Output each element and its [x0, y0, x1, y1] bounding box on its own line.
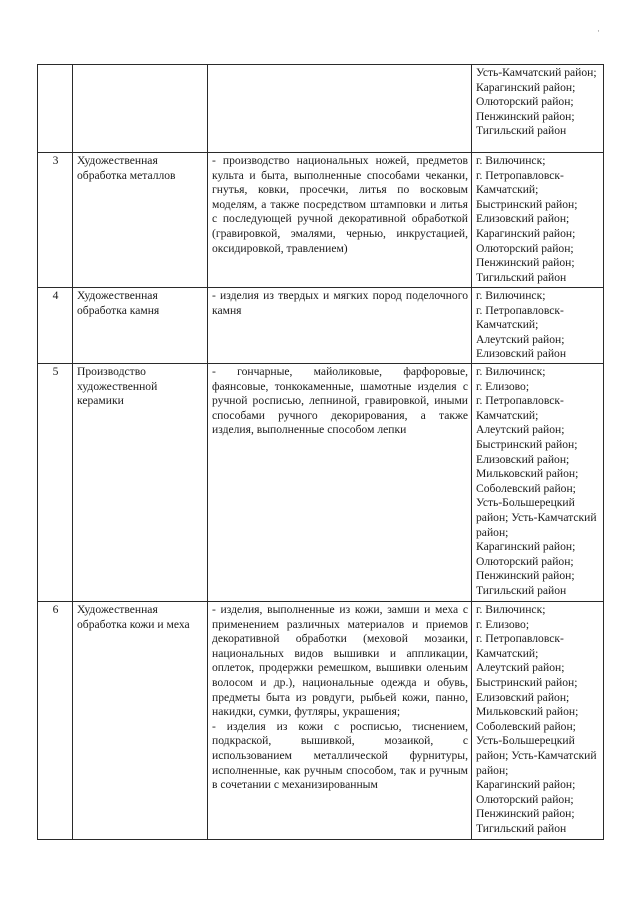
territory-list — [472, 363, 604, 601]
craft-description: - гончарные, майоликовые, фарфоровые, фаянсовые, тонкокаменные, шамотные изделия с ручной росписью, лепниной, гравировкой, иными способами ручного декорирования, а также изделия, выполненные способом лепки — [208, 363, 472, 601]
craft-description: - изделия, выполненные из кожи, замши и меха с применением различных материалов и приемов декоративной обработки (меховой мозаики, национальных видов вышивки и аппликации, оплеток, продержки ремешком, вышивки оленьим волосом и др.), национальные одежда и обувь, предметы быта из ровдуги, рыбьей кожи, панно, накидки, сумки, футляры, украшения; - изделия из кожи с росписью, тиснением, подкраской, вышивкой, мозаикой, с использованием металлической фурнитуры, исполненные, как ручным способом, так и ручным в сочетании с механизированным — [208, 601, 472, 839]
table-row — [38, 153, 604, 288]
territory-item: Елизовский район — [476, 347, 567, 361]
craft-description: - производство национальных ножей, предметов культа и быта, выполненные способами чеканки, гнутья, ковки, просечки, литья по восковым моделям, а также посредством штамповки и литья с последующей ручной декоративной обработкой (гравировкой, эмалями, чернью, инкрустацией, оксидировкой, травлением) — [208, 153, 472, 288]
territory-item: г. Вилючинск; — [476, 289, 546, 302]
territory-item: г. Петропавловск-Камчатский; — [476, 168, 564, 197]
territory-item: Олюторский район; — [476, 241, 574, 255]
territory-item: Пенжинский район; — [476, 569, 575, 583]
territory-item: Олюторский район; — [476, 95, 574, 109]
territory-item: Тигильский район — [476, 270, 567, 284]
territory-item: Быстринский район; — [476, 675, 578, 689]
territory-item: Пенжинский район; — [476, 109, 575, 123]
territory-item: Усть-Камчатский район; — [476, 66, 597, 79]
territory-item: Мильковский район; — [476, 705, 579, 719]
territory-item: Тигильский район — [476, 124, 567, 138]
craft-type: Производство художественной керамики — [73, 363, 208, 601]
territory-item: г. Вилючинск; — [476, 364, 546, 378]
territory-item: г. Петропавловск-Камчатский; — [476, 394, 564, 422]
row-number: 3 — [38, 153, 73, 288]
row-number: 6 — [38, 601, 73, 839]
craft-description — [208, 65, 472, 153]
territory-item: г. Елизово; — [476, 617, 530, 631]
territory-item: г. Петропавловск-Камчатский; — [476, 632, 564, 660]
territory-item: Олюторский район; — [476, 554, 574, 568]
territory-item: Елизовский район; — [476, 452, 570, 466]
territory-list — [472, 153, 604, 288]
territory-item: Карагинский район; — [476, 778, 576, 792]
territory-item: Пенжинский район; — [476, 256, 575, 270]
territory-list — [472, 65, 604, 153]
territory-item: Соболевский район; — [476, 719, 576, 733]
craft-type: Художественная обработка камня — [73, 288, 208, 364]
territory-item: Карагинский район; — [476, 80, 576, 94]
territory-item: Алеутский район; — [476, 661, 565, 675]
table-row — [38, 288, 604, 364]
territory-item: Быстринский район; — [476, 437, 578, 451]
territory-item: Пенжинский район; — [476, 807, 575, 821]
territory-item: Алеутский район; — [476, 423, 565, 437]
territory-item: г. Вилючинск; — [476, 154, 546, 167]
territory-item: Карагинский район; — [476, 226, 576, 240]
table-row — [38, 65, 604, 153]
craft-description: - изделия из твердых и мягких пород поделочного камня — [208, 288, 472, 364]
row-number: 5 — [38, 363, 73, 601]
territory-item: Елизовский район; — [476, 690, 570, 704]
row-number — [38, 65, 73, 153]
territory-item: Усть-Большерецкий район; Усть-Камчатский район; — [476, 734, 597, 777]
territory-item: Елизовский район; — [476, 212, 570, 226]
crafts-register-table — [37, 64, 604, 840]
territory-item: Соболевский район; — [476, 481, 576, 495]
territory-item: Тигильский район — [476, 583, 567, 597]
territory-item: г. Елизово; — [476, 379, 530, 393]
territory-item: Олюторский район; — [476, 792, 574, 806]
craft-type — [73, 65, 208, 153]
territory-item: Алеутский район; — [476, 332, 565, 346]
territory-list — [472, 601, 604, 839]
territory-item: Тигильский район — [476, 821, 567, 835]
territory-item: Мильковский район; — [476, 467, 579, 481]
table-row — [38, 363, 604, 601]
territory-item: г. Вилючинск; — [476, 602, 546, 616]
craft-type: Художественная обработка кожи и меха — [73, 601, 208, 839]
territory-item: г. Петропавловск-Камчатский; — [476, 303, 564, 332]
craft-type: Художественная обработка металлов — [73, 153, 208, 288]
territory-item: Усть-Большерецкий район; Усть-Камчатский район; — [476, 496, 597, 539]
territory-list — [472, 288, 604, 364]
row-number: 4 — [38, 288, 73, 364]
table-row — [38, 601, 604, 839]
page-corner-mark: · — [597, 26, 600, 36]
territory-item: Карагинский район; — [476, 540, 576, 554]
territory-item: Быстринский район; — [476, 197, 578, 211]
